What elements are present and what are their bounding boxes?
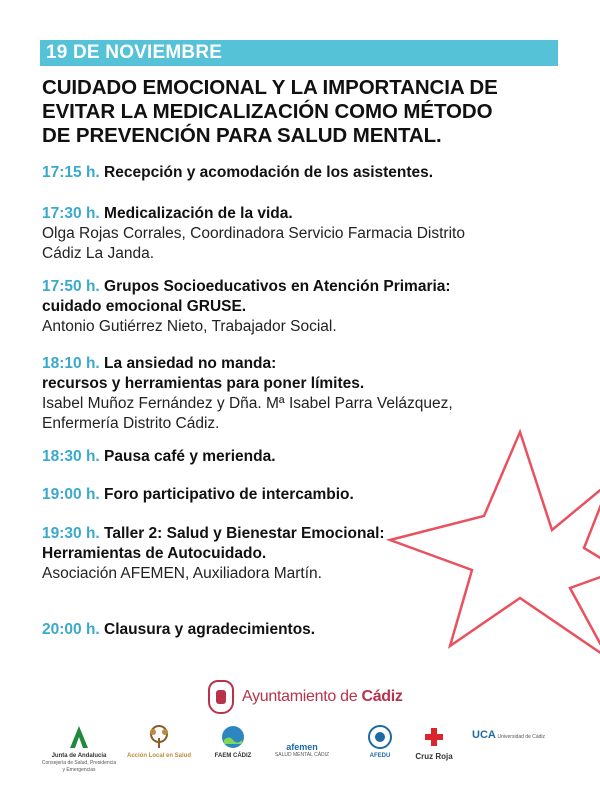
red-cross-icon (423, 724, 445, 750)
sponsor-name: Junta de Andalucía (51, 753, 107, 759)
sponsor-name: UCA (472, 729, 496, 741)
item-title: Taller 2: Salud y Bienestar Emocional: (104, 525, 385, 542)
organizer-city: Cádiz (361, 688, 403, 705)
item-time: 20:00 h. (42, 621, 100, 638)
afedu-circle-icon (367, 724, 393, 750)
schedule-item (42, 485, 582, 505)
item-time: 19:30 h. (42, 525, 100, 542)
faem-circle-icon (220, 724, 246, 750)
sponsor-accion-local-logo (124, 724, 194, 760)
sponsor-name: Acción Local en Salud (126, 753, 191, 759)
item-speaker: Asociación AFEMEN, Auxiliadora Martín. (42, 565, 322, 582)
schedule-item (42, 354, 582, 434)
event-title-line: EVITAR LA MEDICALIZACIÓN COMO MÉTODO (42, 100, 493, 123)
item-title: Foro participativo de intercambio. (104, 486, 354, 503)
item-title: Herramientas de Autocuidado. (42, 545, 267, 562)
item-speaker: Olga Rojas Corrales, Coordinadora Servicio Farmacia Distrito (42, 225, 465, 242)
item-time: 17:50 h. (42, 278, 100, 295)
event-title-line: CUIDADO EMOCIONAL Y LA IMPORTANCIA DE (42, 76, 498, 99)
sponsor-uca-logo (472, 724, 550, 741)
organizer-prefix: Ayuntamiento de (242, 688, 362, 705)
item-title: La ansiedad no manda: (104, 355, 277, 372)
item-title: Pausa café y merienda. (104, 448, 276, 465)
sponsor-afemen-logo (272, 724, 332, 759)
item-time: 19:00 h. (42, 486, 100, 503)
sponsor-sub: SALUD MENTAL CÁDIZ (274, 752, 330, 758)
item-title: Recepción y acomodación de los asistentes. (104, 164, 434, 181)
sponsor-faem-logo (208, 724, 258, 760)
city-crest-icon (208, 680, 234, 714)
junta-andalucia-icon (66, 724, 92, 750)
sponsor-sub: Universidad de Cádiz (497, 734, 546, 740)
item-title: cuidado emocional GRUSE. (42, 298, 247, 315)
schedule-item (42, 163, 582, 183)
sponsor-sub: Consejería de Salud, Presidencia y Emergencias (41, 760, 117, 773)
date-banner: 19 DE NOVIEMBRE (40, 40, 558, 66)
sponsor-cruz-roja-logo (412, 724, 456, 760)
item-title: recursos y herramientas para poner límites. (42, 375, 365, 392)
item-title: Clausura y agradecimientos. (104, 621, 316, 638)
item-time: 17:30 h. (42, 205, 100, 222)
item-speaker: Enfermería Distrito Cádiz. (42, 415, 220, 432)
item-time: 18:10 h. (42, 355, 100, 372)
item-time: 17:15 h. (42, 164, 100, 181)
event-title (42, 76, 572, 148)
sponsor-logos (40, 724, 560, 784)
schedule-item (42, 277, 582, 337)
item-speaker: Isabel Muñoz Fernández y Dña. Mª Isabel Parra Velázquez, (42, 395, 453, 412)
sponsor-name: AFEDU (369, 753, 391, 759)
item-title: Medicalización de la vida. (104, 205, 293, 222)
item-speaker: Antonio Gutiérrez Nieto, Trabajador Social. (42, 318, 337, 335)
schedule-item (42, 620, 582, 640)
schedule-item (42, 447, 582, 467)
sponsor-junta-logo (40, 724, 118, 774)
item-speaker: Cádiz La Janda. (42, 245, 155, 262)
sponsor-afedu-logo (358, 724, 402, 760)
item-time: 18:30 h. (42, 448, 100, 465)
tree-icon (144, 724, 174, 750)
event-title-line: DE PREVENCIÓN PARA SALUD MENTAL. (42, 124, 442, 147)
schedule-item (42, 204, 582, 264)
schedule-item (42, 524, 582, 584)
sponsor-name: Cruz Roja (415, 752, 453, 761)
sponsor-name: afemen (286, 742, 318, 752)
organizer-logo (208, 680, 408, 716)
sponsor-name: FAEM CÁDIZ (214, 753, 252, 759)
item-title: Grupos Socioeducativos en Atención Primaria: (104, 278, 451, 295)
